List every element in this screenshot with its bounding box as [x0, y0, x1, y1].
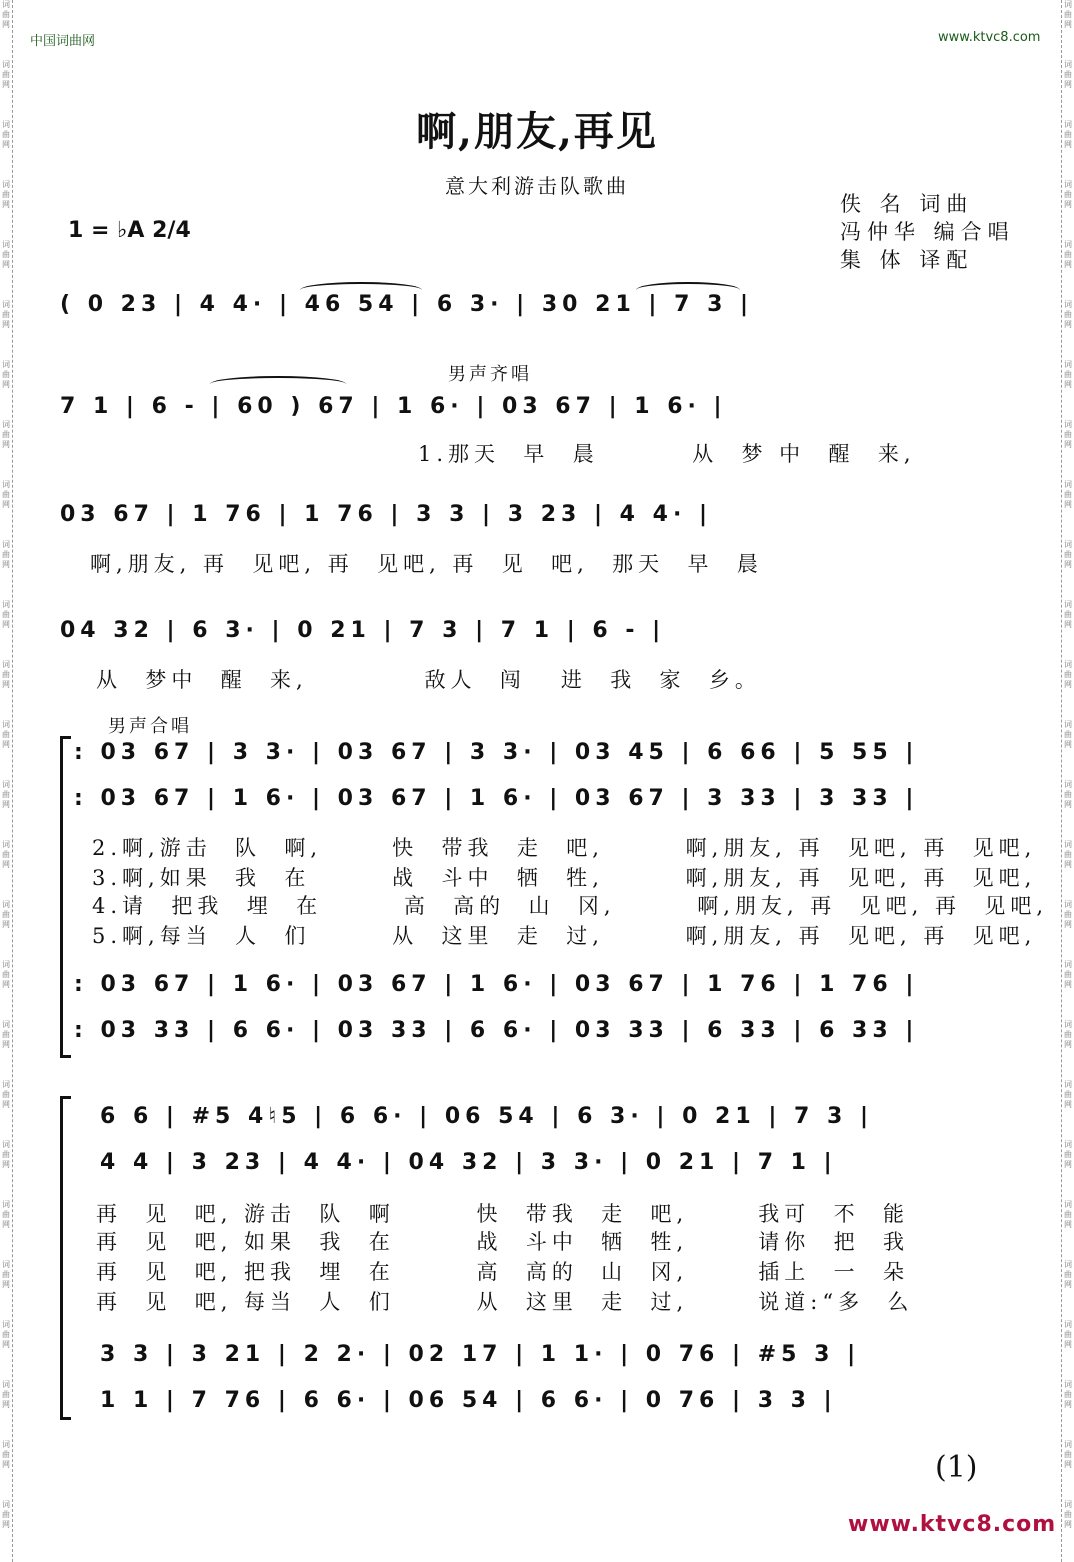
site-url-link[interactable]: www.ktvc8.com — [938, 30, 1041, 45]
part-label-chorus: 男声合唱 — [108, 716, 192, 737]
system3-lyric: 啊,朋友, 再 见吧, 再 见吧, 再 见 吧, 那天 早 晨 — [90, 552, 763, 576]
left-margin-watermark: 词曲网 词曲网 词曲网 词曲网 词曲网 词曲网 词曲网 词曲网 词曲网 词曲网 词曲网 词曲网 词曲网 词曲网 词曲网 词曲网 词曲网 词曲网 词曲网 词曲网 词曲网 词曲网 词曲网 词曲网 词曲网 词曲网 — [0, 0, 13, 1562]
key-signature: 1 = ♭A 2/4 — [68, 218, 191, 243]
system6-bass-notes: 1 1 | 7 76 | 6 6· | 06 54 | 6 6· | 0 76 | 3 3 | — [100, 1388, 837, 1413]
right-margin-watermark: 词曲网 词曲网 词曲网 词曲网 词曲网 词曲网 词曲网 词曲网 词曲网 词曲网 词曲网 词曲网 词曲网 词曲网 词曲网 词曲网 词曲网 词曲网 词曲网 词曲网 词曲网 词曲网 词曲网 词曲网 词曲网 词曲网 — [1061, 0, 1074, 1562]
tie-mark — [210, 376, 346, 392]
credit-composer: 佚 名 词曲 — [840, 192, 974, 216]
part-label-unison: 男声齐唱 — [448, 364, 532, 385]
system5-alto-notes: : 03 67 | 1 6· | 03 67 | 1 6· | 03 67 | 1 76 | 1 76 | — [74, 972, 919, 997]
system5-lyric-verse4: 4.请 把我 埋 在 高 高的 山 冈, 啊,朋友, 再 见吧, 再 见吧, — [92, 894, 1049, 918]
system5-lyric-verse2: 2.啊,游击 队 啊, 快 带我 走 吧, 啊,朋友, 再 见吧, 再 见吧, — [92, 836, 1037, 860]
credit-arranger: 冯仲华 编合唱 — [840, 220, 1015, 244]
system4-lyric: 从 梦中 醒 来, 敌人 闯 进 我 家 乡。 — [96, 668, 761, 692]
song-subtitle: 意大利游击队歌曲 — [445, 174, 629, 198]
system2-notes: 7 1 | 6 - | 60 ) 67 | 1 6· | 03 67 | 1 6· | — [60, 394, 727, 419]
system5-upper-notes: : 03 67 | 3 3· | 03 67 | 3 3· | 03 45 | 6 66 | 5 55 | — [74, 740, 919, 765]
footer-logo: www.ktvc8.com — [848, 1512, 1057, 1537]
system3-notes: 03 67 | 1 76 | 1 76 | 3 3 | 3 23 | 4 4· | — [60, 502, 713, 527]
system6-lyric-line2: 再 见 吧, 如果 我 在 战 斗中 牺 牲, 请你 把 我 — [96, 1230, 909, 1254]
system6-alto-notes: 3 3 | 3 21 | 2 2· | 02 17 | 1 1· | 0 76 | #5 3 | — [100, 1342, 861, 1367]
system6-upper-notes: 6 6 | #5 4♮5 | 6 6· | 06 54 | 6 3· | 0 21 | 7 3 | — [100, 1104, 873, 1129]
song-title: 啊,朋友,再见 — [416, 108, 658, 155]
system5-lyric-verse5: 5.啊,每当 人 们 从 这里 走 过, 啊,朋友, 再 见吧, 再 见吧, — [92, 924, 1037, 948]
system2-lyric: 1.那天 早 晨 从 梦 中 醒 来, — [418, 442, 916, 466]
system5-bracket — [60, 736, 71, 1058]
system5-bass-notes: : 03 33 | 6 6· | 03 33 | 6 6· | 03 33 | 6 33 | 6 33 | — [74, 1018, 919, 1043]
system4-notes: 04 32 | 6 3· | 0 21 | 7 3 | 7 1 | 6 - | — [60, 618, 666, 643]
credit-translator: 集 体 译配 — [840, 248, 974, 272]
system6-bracket — [60, 1096, 71, 1420]
system1-notes: ( 0 23 | 4 4· | 46 54 | 6 3· | 30 21 | 7 3 | — [60, 292, 754, 317]
site-name-link[interactable]: 中国词曲网 — [30, 34, 96, 49]
system6-lyric-line4: 再 见 吧, 每当 人 们 从 这里 走 过, 说道:“多 么 — [96, 1290, 914, 1314]
system6-lyric-line3: 再 见 吧, 把我 埋 在 高 高的 山 冈, 插上 一 朵 — [96, 1260, 909, 1284]
system6-lower-notes: 4 4 | 3 23 | 4 4· | 04 32 | 3 3· | 0 21 | 7 1 | — [100, 1150, 837, 1175]
system5-lower-notes: : 03 67 | 1 6· | 03 67 | 1 6· | 03 67 | 3 33 | 3 33 | — [74, 786, 919, 811]
system6-lyric-line1: 再 见 吧, 游击 队 啊 快 带我 走 吧, 我可 不 能 — [96, 1202, 909, 1226]
page-number: (1) — [935, 1450, 978, 1485]
system5-lyric-verse3: 3.啊,如果 我 在 战 斗中 牺 牲, 啊,朋友, 再 见吧, 再 见吧, — [92, 866, 1037, 890]
